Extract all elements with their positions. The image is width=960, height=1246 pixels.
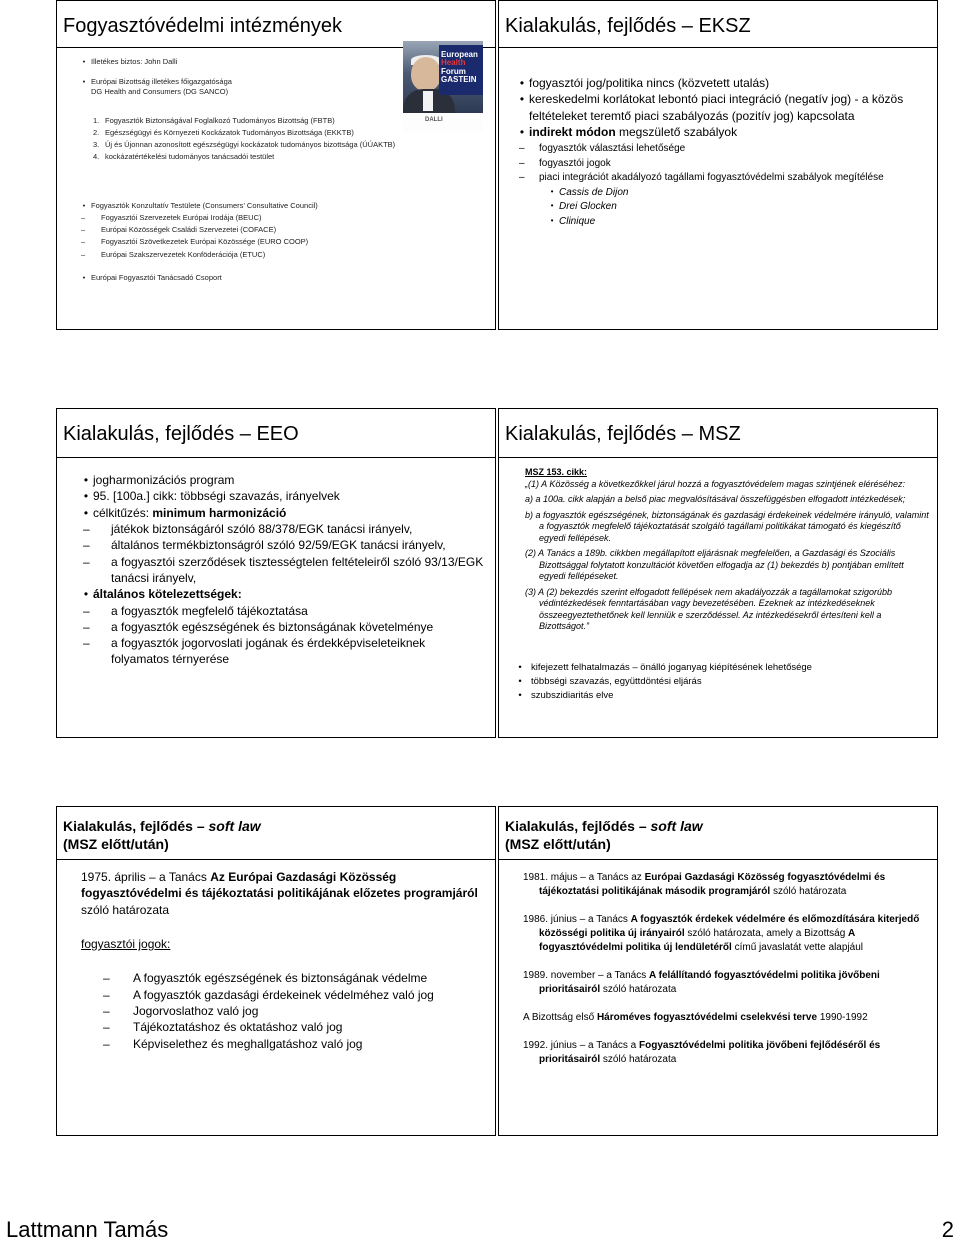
- bullet-icon: •: [518, 675, 522, 687]
- list-item: • indirekt módon megszülető szabályok: [515, 124, 927, 140]
- list-item: • Fogyasztók Konzultatív Testülete (Consumers’ Consultative Council): [77, 201, 485, 211]
- dash-icon: –: [81, 225, 86, 235]
- page-number: 2: [941, 1217, 954, 1242]
- dash-icon: –: [519, 172, 525, 184]
- list-item: – a fogyasztók jogorvoslati jogának és érdekképviseleteiknek folyamatos térnyerése: [79, 635, 485, 668]
- bullet-icon: •: [83, 489, 89, 504]
- list-item: – Európai Szakszervezetek Konföderációja (ETUC): [77, 250, 485, 260]
- bullet-icon: •: [82, 201, 86, 210]
- list-item: DG Health and Consumers (DG SANCO): [91, 87, 229, 97]
- list-item: – Európai Közösségek Családi Szervezetei (COFACE): [77, 225, 485, 235]
- article-paragraph: „(1) A Közösség a következőkkel járul hozzá a fogyasztóvédelem magas szintjének eléréséhez:: [525, 478, 906, 489]
- photo-banner: European Health Forum GASTEIN: [439, 45, 483, 95]
- article-paragraph: (3) A (2) bekezdés szerint elfogadott fellépések nem akadályozzák a tagállamokat szigorúbb védintézkedések fenntartásában vagy bevezetésében. Ezeknek az intézkedéseknek összeegyeztethetőnek kell lenniük e szerződéssel. Az intézkedésekről értesíteni kell a Bizottságot.”: [525, 586, 893, 632]
- program-entry: 1986. június – a Tanács A fogyasztók érdekek védelmére és előmozdítására kiterjedő közösségi politika új irányairól szóló határozata, amely a Bizottság A fogyasztóvédelmi politika új lendületéről című javaslatát vette alapjául: [523, 914, 920, 953]
- photo-face: [411, 57, 441, 91]
- list-item: • Cassis de Dijon: [515, 186, 927, 201]
- slide-title: Kialakulás, fejlődés – EEO: [63, 423, 299, 445]
- list-item: • kereskedelmi korlátokat lebontó piaci integráció (negatív jog) - a közös feltételeket teremtő piaci szabályozás (pozitív jog) kapcsolata: [515, 91, 927, 124]
- list-item: • Drei Glocken: [515, 200, 927, 215]
- list-item: • Illetékes biztos: John Dalli: [77, 57, 385, 67]
- program-entry: 1975. április – a Tanács Az Európai Gazdasági Közösség fogyasztóvédelmi és tájékoztatási politikájának előzetes programjáról szóló határozata: [81, 870, 478, 917]
- bullet-icon: •: [83, 587, 89, 602]
- dash-icon: –: [519, 143, 525, 155]
- program-entry: A Bizottság első Hároméves fogyasztóvédelmi cselekvési terve 1990-1992: [523, 1012, 868, 1023]
- list-item: • Európai Bizottság illetékes főigazgatósága: [77, 77, 385, 87]
- dash-icon: –: [81, 249, 86, 259]
- list-item: • jogharmonizációs program: [79, 472, 485, 488]
- list-item: • Clinique: [515, 215, 927, 230]
- title-rule: [499, 859, 937, 860]
- list-item: – Fogyasztói Szervezetek Európai Irodája (BEUC): [77, 213, 485, 223]
- article-paragraph: (2) A Tanács a 189b. cikkben megállapított eljárásnak megfelelően, a Gazdasági és Szociális Bizottsággal folytatott konzultációt követően elfogadja az (1) bekezdés b) pontjában említett egyedi fellépéseket.: [525, 548, 904, 582]
- bullet-icon: •: [519, 92, 525, 107]
- list-item: – a fogyasztók egészségének és biztonságának követelménye: [79, 619, 485, 635]
- title-rule: [499, 47, 937, 48]
- bullet-icon: •: [519, 76, 525, 90]
- program-entry: 1981. május – a Tanács az Európai Gazdasági Közösség fogyasztóvédelmi és tájékoztatási politikájának második programjáról szóló határozata: [523, 872, 886, 897]
- list-item: – fogyasztói jogok: [515, 157, 927, 172]
- slide-soft-law-1: [56, 806, 496, 1136]
- dash-icon: –: [103, 1020, 110, 1035]
- dash-icon: –: [103, 1036, 110, 1051]
- list-item: • Európai Fogyasztói Tanácsadó Csoport: [77, 273, 485, 283]
- slide-eksz: [498, 0, 938, 330]
- bullet-icon: •: [550, 215, 554, 225]
- photo-podium: DALLI: [403, 113, 483, 133]
- slide-title: Fogyasztóvédelmi intézmények: [63, 15, 343, 37]
- list-item: • fogyasztói jog/politika nincs (közvetett utalás): [515, 75, 927, 91]
- dash-icon: –: [81, 213, 86, 223]
- list-item: – A fogyasztók egészségének és biztonságának védelme: [81, 970, 485, 986]
- bullet-icon: •: [83, 505, 89, 520]
- title-rule: [57, 457, 495, 458]
- dash-icon: –: [519, 157, 525, 169]
- list-item: – Tájékoztatáshoz és oktatáshoz való jog: [81, 1019, 485, 1035]
- slide-eeo: [56, 408, 496, 738]
- bullet-icon: •: [82, 77, 86, 87]
- list-item: – játékok biztonságáról szóló 88/378/EGK tanácsi irányelv,: [79, 521, 485, 537]
- list-item: – Fogyasztói Szövetkezetek Európai Közössége (EURO COOP): [77, 237, 485, 247]
- program-entry: 1989. november – a Tanács A felállítandó fogyasztóvédelmi politika jövőbeni prioritásairól szóló határozata: [523, 970, 880, 995]
- bullet-icon: •: [83, 473, 89, 487]
- dash-icon: –: [83, 538, 90, 553]
- title-rule: [57, 859, 495, 860]
- bullet-icon: •: [519, 124, 525, 139]
- slide-msz: [498, 408, 938, 738]
- bullet-icon: •: [82, 57, 86, 66]
- slide-title: Kialakulás, fejlődés – soft law (MSZ előtt/után): [63, 818, 261, 853]
- list-item: – a fogyasztói szerződések tisztességtelen feltételeiről szóló 93/13/EGK tanácsi irányelv,: [79, 554, 485, 587]
- dash-icon: –: [83, 554, 90, 569]
- bullet-icon: •: [550, 201, 554, 211]
- slide-institutions: [56, 0, 496, 330]
- bullet-icon: •: [518, 662, 522, 673]
- dash-icon: –: [81, 237, 86, 247]
- list-item: – piaci integrációt akadályozó tagállami fogyasztóvédelmi szabályok megítélése: [515, 171, 927, 186]
- slide-title: Kialakulás, fejlődés – soft law (MSZ előtt/után): [505, 818, 703, 853]
- footer-author: Lattmann Tamás: [6, 1217, 169, 1242]
- list-item: 1. Fogyasztók Biztonságával Foglalkozó Tudományos Bizottság (FBTB): [93, 116, 335, 125]
- photo-shirt: [423, 91, 433, 111]
- list-item: • 95. [100a.] cikk: többségi szavazás, irányelvek: [79, 488, 485, 504]
- list-item: 2. Egészségügyi és Környezeti Kockázatok Tudományos Bizottsága (EKKTB): [93, 128, 354, 138]
- list-item: – A fogyasztók gazdasági érdekeinek védelméhez való jog: [81, 987, 485, 1003]
- list-item: – a fogyasztók megfelelő tájékoztatása: [79, 603, 485, 619]
- rights-label: fogyasztói jogok:: [81, 936, 171, 951]
- list-item: • többségi szavazás, együttdöntési eljárás: [513, 675, 929, 689]
- list-item: 3. Új és Újonnan azonosított egészségügyi kockázatok tudományos bizottsága (ÚÚAKTB): [93, 140, 396, 150]
- dash-icon: –: [103, 1003, 110, 1018]
- bullet-icon: •: [518, 689, 522, 701]
- article-heading: MSZ 153. cikk:: [525, 467, 588, 477]
- list-item: – Jogorvoslathoz való jog: [81, 1003, 485, 1019]
- article-paragraph: a) a 100a. cikk alapján a belső piac megvalósításával összefüggésben elfogadott intézkedések;: [525, 494, 906, 505]
- list-item: • kifejezett felhatalmazás – önálló joganyag kiépítésének lehetősége: [513, 661, 929, 675]
- slide-title: Kialakulás, fejlődés – EKSZ: [505, 15, 751, 37]
- dash-icon: –: [103, 971, 110, 986]
- dash-icon: –: [83, 636, 90, 651]
- dash-icon: –: [83, 603, 90, 618]
- slide-soft-law-2: [498, 806, 938, 1136]
- title-rule: [499, 457, 937, 458]
- dash-icon: –: [83, 619, 90, 634]
- dash-icon: –: [83, 521, 90, 536]
- program-entry: 1992. június – a Tanács a Fogyasztóvédelmi politika jövőbeni fejlődéséről és prioritásairól szóló határozata: [523, 1040, 881, 1065]
- list-item: • általános kötelezettségek:: [79, 586, 485, 602]
- list-item: – általános termékbiztonságról szóló 92/59/EGK tanácsi irányelv,: [79, 537, 485, 553]
- article-paragraph: b) a fogyasztók egészségének, biztonságának és gazdasági érdekeinek védelmére irányuló, valamint a fogyasztók megfelelő tájékoztatását szolgáló tagállami politikákat támogató és kiegészítő egyedi fellépések.: [525, 509, 929, 543]
- list-item: – Képviselethez és meghallgatáshoz való jog: [81, 1036, 485, 1052]
- list-item: • szubszidiaritás elve: [513, 689, 929, 703]
- bullet-icon: •: [82, 273, 86, 282]
- list-item: • célkitűzés: minimum harmonizáció: [79, 505, 485, 521]
- slide-title: Kialakulás, fejlődés – MSZ: [505, 423, 741, 445]
- list-item: 4. kockázatértékelési tudományos tanácsadói testület: [93, 152, 275, 162]
- bullet-icon: •: [550, 186, 554, 196]
- list-item: – fogyasztók választási lehetősége: [515, 142, 927, 157]
- dash-icon: –: [103, 987, 110, 1002]
